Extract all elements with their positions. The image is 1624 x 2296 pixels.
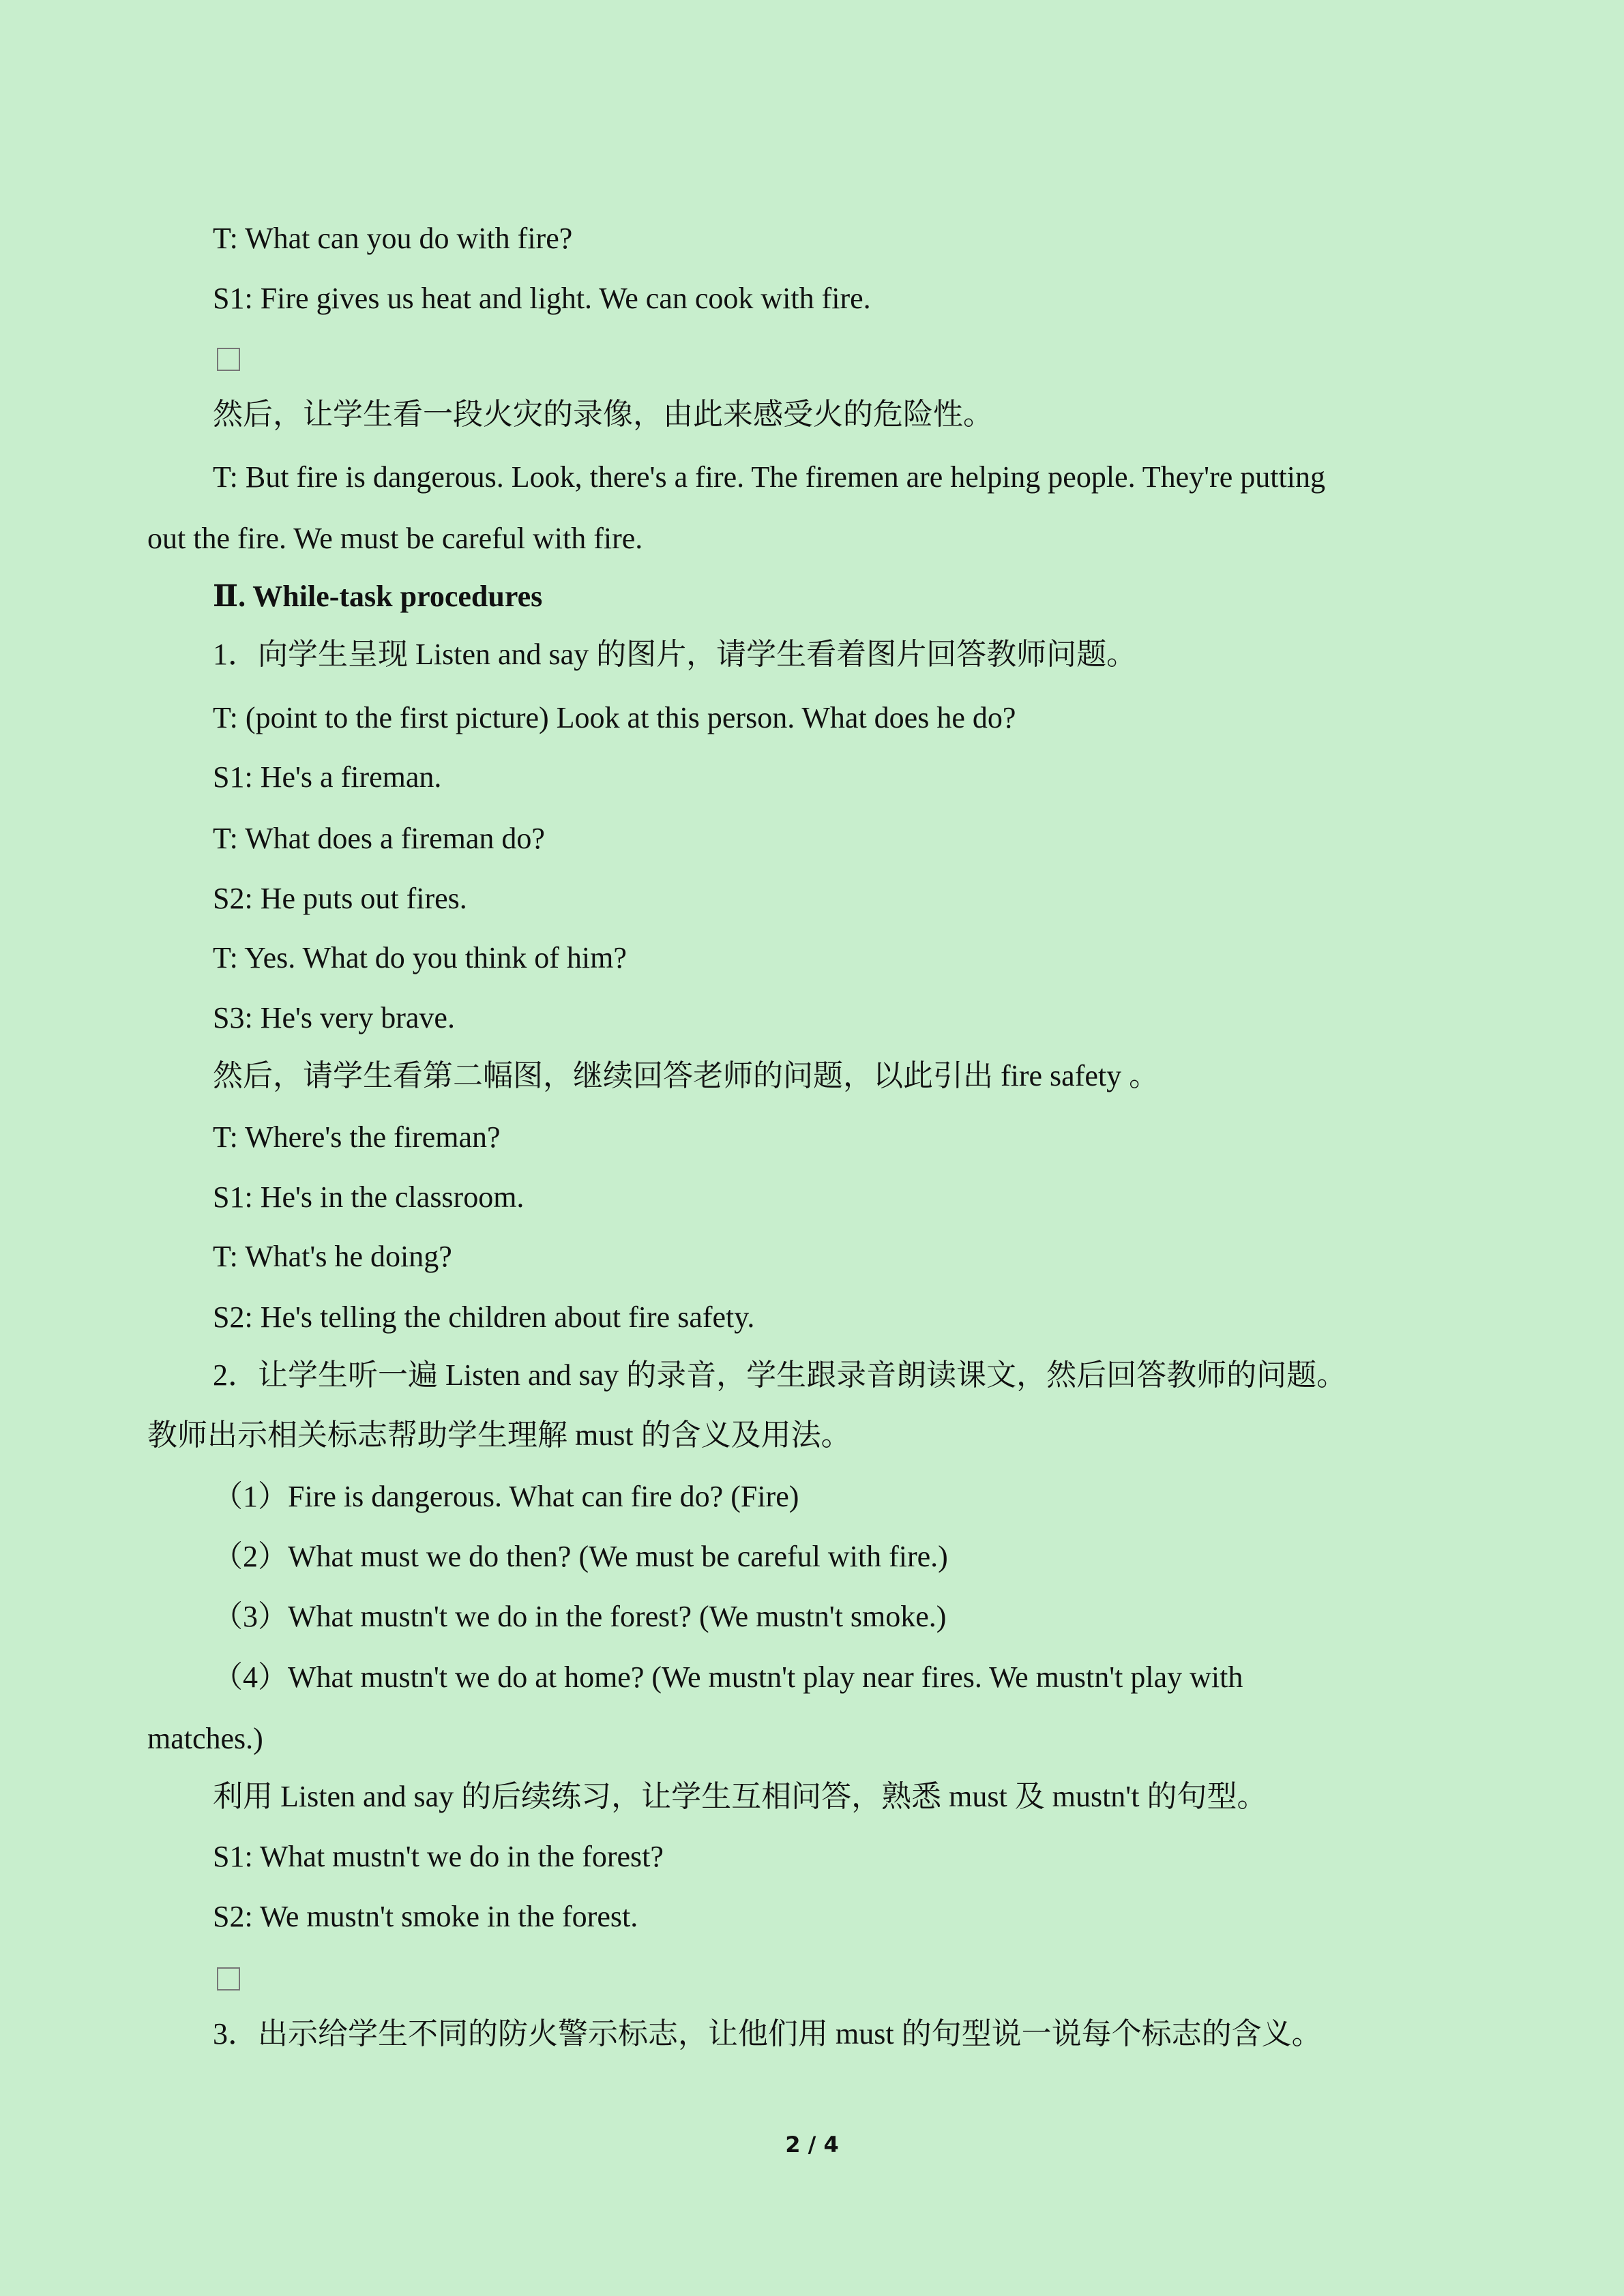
dialogue-line: S1: Fire gives us heat and light. We can cook with fire.: [213, 282, 871, 315]
dialogue-line: T: What does a fireman do?: [213, 822, 545, 855]
dialogue-line: S2: We mustn't smoke in the forest.: [213, 1900, 638, 1933]
question-item: （2）What must we do then? (We must be careful with fire.): [213, 1540, 948, 1573]
dialogue-line: T: Where's the fireman?: [213, 1120, 501, 1154]
instruction-line: 1．向学生呈现 Listen and say 的图片，请学生看着图片回答教师问题。: [213, 638, 1137, 671]
dialogue-line: S3: He's very brave.: [213, 1001, 455, 1034]
image-placeholder-icon: [217, 1967, 240, 1991]
dialogue-line: S2: He puts out fires.: [213, 882, 467, 915]
instruction-line: 然后，让学生看一段火灾的录像，由此来感受火的危险性。: [213, 398, 993, 431]
dialogue-line: T: What's he doing?: [213, 1240, 452, 1273]
image-placeholder-icon: [217, 348, 240, 371]
dialogue-line: S1: He's a fireman.: [213, 760, 442, 794]
dialogue-line: T: But fire is dangerous. Look, there's a fire. The firemen are helping people. They're putting: [213, 460, 1325, 494]
question-item: （4）What mustn't we do at home? (We mustn't play near fires. We mustn't play with: [213, 1660, 1243, 1694]
page-number: 2 / 4: [785, 2132, 839, 2158]
question-item-continued: matches.): [147, 1722, 263, 1755]
dialogue-line-continued: out the fire. We must be careful with fire.: [147, 522, 643, 555]
dialogue-line: S2: He's telling the children about fire safety.: [213, 1300, 755, 1334]
dialogue-line: S1: What mustn't we do in the forest?: [213, 1840, 664, 1873]
section-heading: Ⅱ. While-task procedures: [213, 580, 543, 613]
dialogue-line: T: Yes. What do you think of him?: [213, 941, 627, 974]
instruction-line-continued: 教师出示相关标志帮助学生理解 must 的含义及用法。: [147, 1418, 851, 1452]
dialogue-line: S1: He's in the classroom.: [213, 1180, 525, 1214]
instruction-line: 3．出示给学生不同的防火警示标志，让他们用 must 的句型说一说每个标志的含义。: [213, 2017, 1322, 2051]
instruction-line: 利用 Listen and say 的后续练习，让学生互相问答，熟悉 must 及 mustn't 的句型。: [213, 1780, 1267, 1813]
instruction-line: 然后，请学生看第二幅图，继续回答老师的问题，以此引出 fire safety 。: [213, 1059, 1160, 1092]
question-item: （3）What mustn't we do in the forest? (We mustn't smoke.): [213, 1600, 947, 1633]
dialogue-line: T: What can you do with fire?: [213, 222, 573, 255]
instruction-line: 2．让学生听一遍 Listen and say 的录音，学生跟录音朗读课文，然后回答教师的问题。: [213, 1358, 1347, 1392]
dialogue-line: T: (point to the first picture) Look at this person. What does he do?: [213, 701, 1016, 734]
question-item: （1）Fire is dangerous. What can fire do? (Fire): [213, 1480, 799, 1513]
